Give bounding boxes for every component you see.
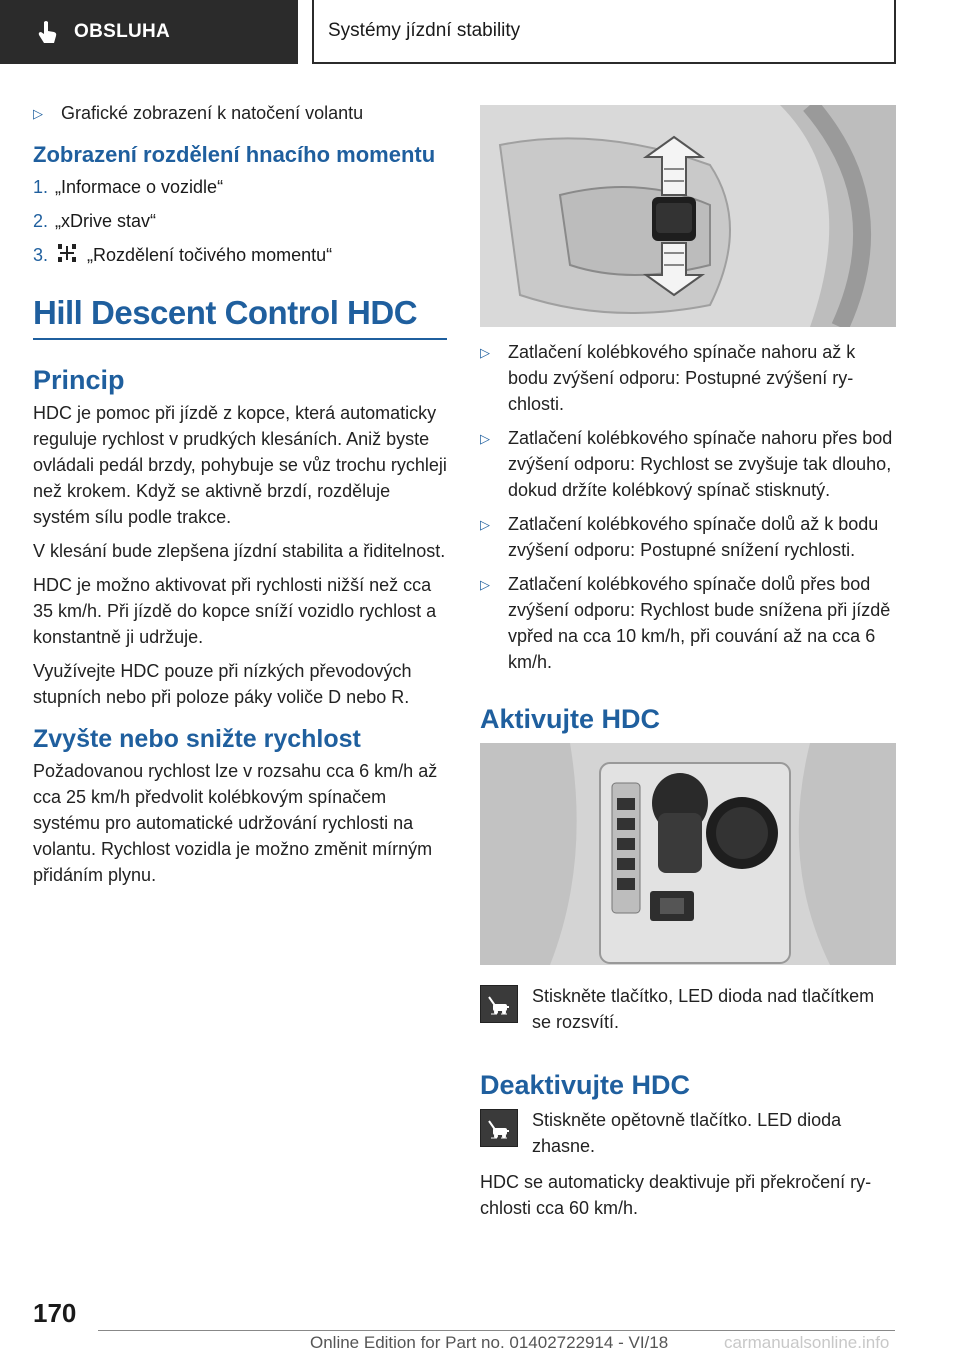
- paragraph: V klesání bude zlepšena jízdní stabilita a řiditelnost.: [33, 541, 446, 561]
- page-title: Systémy jízdní stability: [312, 0, 896, 64]
- activate-instruction: Stiskněte tlačítko, LED dioda nad tlačítkem se rozsvítí.: [480, 983, 896, 1035]
- hand-pointer-icon: [34, 18, 62, 46]
- triangle-bullet-icon: ▷: [480, 517, 490, 532]
- section-label: OBSLUHA: [74, 21, 171, 42]
- section-tab: [0, 0, 298, 64]
- triangle-bullet-icon: ▷: [480, 577, 490, 592]
- heading-deactivate: Deaktivujte HDC: [480, 1070, 691, 1100]
- paragraph: HDC je možno aktivovat při rychlosti nižší než cca 35 km/h. Při jízdě do kopce sníží vozidlo rychlost a konstantně ji udržuje.: [33, 575, 437, 647]
- triangle-bullet-icon: ▷: [33, 106, 43, 121]
- list-item: ▷ Zatlačení kolébkového spínače nahoru přes bod zvýšení odporu: Rychlost se zvyšuje tak dlouho, dokud držíte kolébkový spínač stisknutý.: [480, 425, 896, 503]
- list-item: ▷ Grafické zobrazení k natočení volantu: [33, 100, 447, 127]
- deactivate-instruction: Stiskněte opětovně tlačítko. LED dioda zhasne.: [480, 1107, 896, 1159]
- triangle-bullet-icon: ▷: [480, 431, 490, 446]
- edition-text: Online Edition for Part no. 01402722914 - VI/18: [310, 1333, 669, 1352]
- list-item: 3. „Rozdělení točivého momentu“: [33, 242, 447, 268]
- list-item: ▷ Zatlačení kolébkového spínače nahoru až k bodu zvýšení odporu: Postupné zvýšení rychlosti.: [480, 339, 896, 417]
- heading-torque: Zobrazení rozdělení hnacího momentu: [33, 142, 436, 167]
- steering-wheel-rocker-switch-image: [480, 105, 896, 327]
- list-item: 2. „xDrive stav“: [33, 211, 157, 231]
- hdc-button-icon: [480, 985, 518, 1023]
- list-item: 1. „Informace o vozidle“: [33, 177, 224, 197]
- right-column: [480, 105, 896, 1229]
- list-item: ▷ Zatlačení kolébkového spínače dolů až k bodu zvýšení odporu: Postupné snížení rychlosti.: [480, 511, 896, 563]
- heading-princip: Princip: [33, 365, 125, 395]
- heading-speed: Zvyšte nebo snižte rychlost: [33, 725, 361, 753]
- left-column: [33, 100, 447, 896]
- paragraph: HDC se automaticky deaktivuje při překročení rychlosti cca 60 km/h.: [480, 1172, 872, 1218]
- footer-divider: [98, 1330, 895, 1331]
- center-console-image: [480, 743, 896, 965]
- watermark: carmanualsonline.info: [724, 1333, 890, 1352]
- chapter-heading: Hill Descent Control HDC: [33, 294, 447, 340]
- heading-activate: Aktivujte HDC: [480, 704, 661, 734]
- hdc-button-icon: [480, 1109, 518, 1147]
- page-number: 170: [33, 1298, 77, 1328]
- torque-distribution-icon: [55, 242, 79, 264]
- paragraph: HDC je pomoc při jízdě z kopce, která automaticky reguluje rychlost v prudkých klesáních. Aniž byste ovládali pedál brzdy, pohybuje se vůz trochu rychleji než krokem. Když se aktivně brzdí, rozděluje systém sílu podle trakce.: [33, 403, 447, 527]
- triangle-bullet-icon: ▷: [480, 345, 490, 360]
- paragraph: Využívejte HDC pouze při nízkých převodových stupních nebo při poloze páky voliče D nebo R.: [33, 661, 412, 707]
- paragraph: Požadovanou rychlost lze v rozsahu cca 6 km/h až cca 25 km/h předvolit kolébkovým spínačem systému pro automatické udržování rychlosti na volantu. Rychlost vozidla je možno změnit mírným přidáním plynu.: [33, 761, 438, 885]
- list-item: ▷ Zatlačení kolébkového spínače dolů přes bod zvýšení odporu: Rychlost bude snížena při jízdě vpřed na cca 10 km/h, při couvání až na cca 6 km/h.: [480, 571, 896, 675]
